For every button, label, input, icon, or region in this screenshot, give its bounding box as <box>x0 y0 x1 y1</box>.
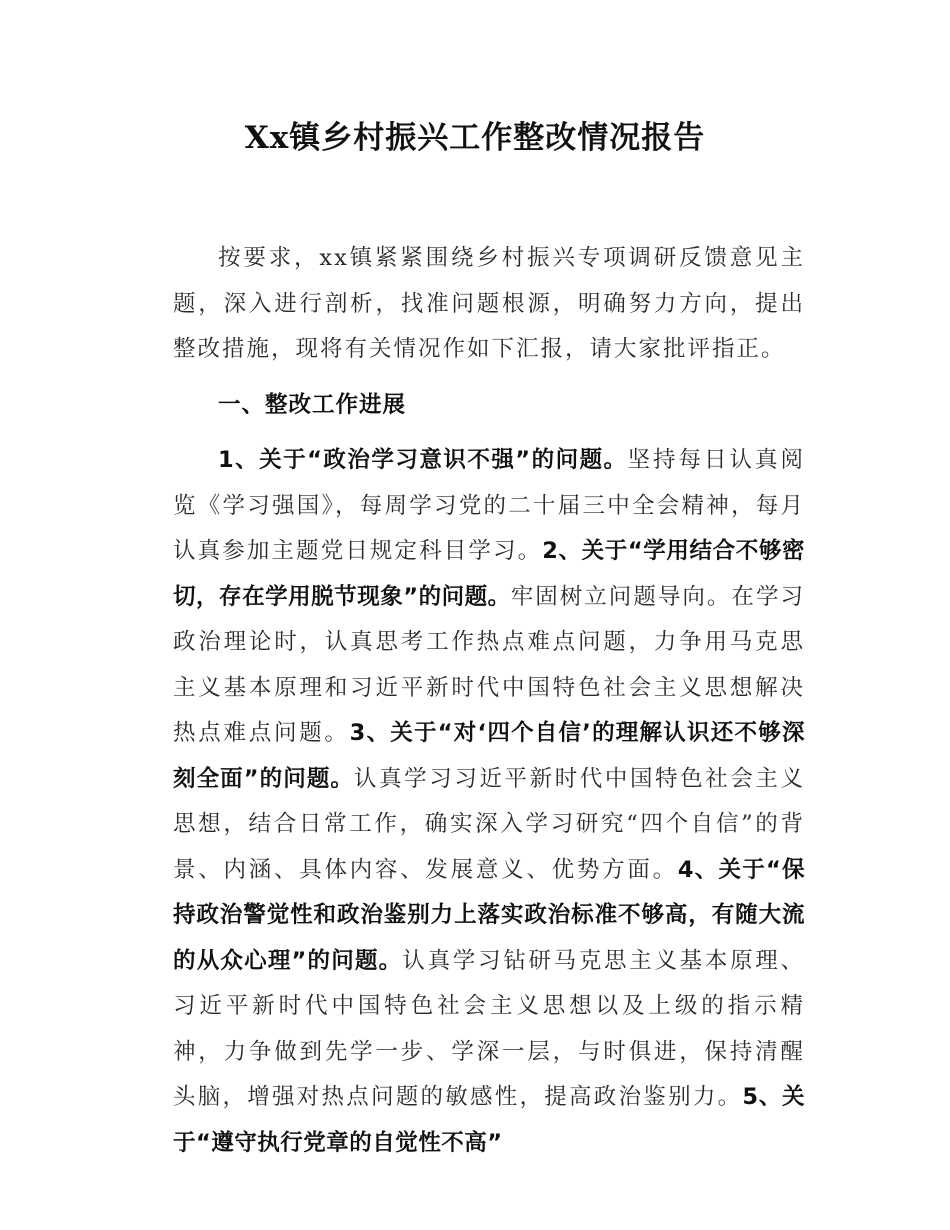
item-text: 认真学习钻研马克思主义基本原理、习近平新时代中国特色社会主义思想以及上级的指示精神，力争做到先学一步、学深一层，与时俱进，保持清醒头脑，增强对热点问题的敏感性，提高政治鉴别力。 <box>173 947 805 1110</box>
item-title: 5、关于“遵守执行党章的自觉性不高” <box>173 1084 805 1156</box>
intro-paragraph: 按要求，xx镇紧紧围绕乡村振兴专项调研反馈意见主题，深入进行剖析，找准问题根源，明确努力方向，提出整改措施，现将有关情况作如下汇报，请大家批评指正。 <box>173 245 805 362</box>
item-title: 3、关于“对‘四个自信’的理解认识还不够深刻全面”的问题。 <box>173 720 805 792</box>
document-body <box>173 236 805 1176</box>
section-heading: 一、整改工作进展 <box>218 391 407 418</box>
item-text: 认真学习习近平新时代中国特色社会主义思想，结合日常工作，确实深入学习研究“四个自信”的背景、内涵、具体内容、发展意义、优势方面。 <box>173 765 805 883</box>
item-text: 牢固树立问题导向。在学习政治理论时，认真思考工作热点难点问题，力争用马克思主义基本原理和习近平新时代中国特色社会主义思想解决热点难点问题。 <box>173 583 805 746</box>
item-title: 1、关于“政治学习意识不强”的问题。 <box>218 447 628 473</box>
document-title: Xx镇乡村振兴工作整改情况报告 <box>244 120 706 156</box>
item-text: 坚持每日认真阅览《学习强国》，每周学习党的二十届三中全会精神，每月认真参加主题党日规定科目学习。 <box>173 447 805 564</box>
item-title: 4、关于“保持政治警觉性和政治鉴别力上落实政治标准不够高，有随大流的从众心理”的问题。 <box>173 856 805 974</box>
item-title: 2、关于“学用结合不够密切，存在学用脱节现象”的问题。 <box>173 538 805 610</box>
items-paragraph <box>173 438 805 1166</box>
